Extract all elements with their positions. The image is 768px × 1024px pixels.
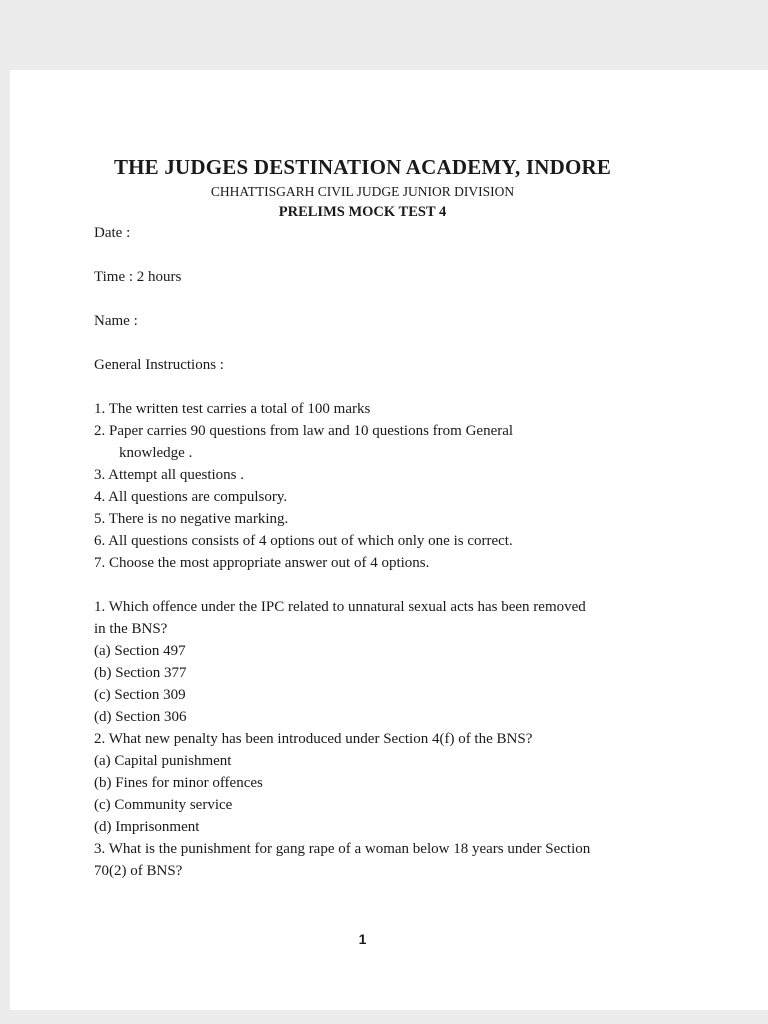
instructions-heading: General Instructions : bbox=[94, 357, 224, 373]
question-2-option-a: (a) Capital punishment bbox=[94, 753, 232, 769]
test-name: PRELIMS MOCK TEST 4 bbox=[278, 204, 447, 220]
instruction-item: 2. Paper carries 90 questions from law and 10 questions from General bbox=[94, 423, 514, 439]
question-2-text: 2. What new penalty has been introduced under Section 4(f) of the BNS? bbox=[94, 731, 533, 747]
question-1-option-c: (c) Section 309 bbox=[94, 687, 186, 703]
academy-title: THE JUDGES DESTINATION ACADEMY, INDORE bbox=[113, 155, 612, 179]
instruction-item-continuation: knowledge . bbox=[119, 445, 193, 461]
question-1-text: in the BNS? bbox=[94, 621, 168, 637]
question-3-text: 70(2) of BNS? bbox=[94, 863, 183, 879]
question-2-option-b: (b) Fines for minor offences bbox=[94, 775, 263, 791]
question-2-option-c: (c) Community service bbox=[94, 797, 233, 813]
instruction-item: 3. Attempt all questions . bbox=[94, 467, 244, 483]
instruction-item: 7. Choose the most appropriate answer out of 4 options. bbox=[94, 555, 430, 571]
question-3-text: 3. What is the punishment for gang rape of a woman below 18 years under Section bbox=[94, 841, 591, 857]
instruction-item: 6. All questions consists of 4 options out of which only one is correct. bbox=[94, 533, 513, 549]
document-page bbox=[10, 70, 768, 1010]
question-1-text: 1. Which offence under the IPC related to unnatural sexual acts has been removed bbox=[94, 599, 586, 615]
question-2-option-d: (d) Imprisonment bbox=[94, 819, 200, 835]
question-1-option-b: (b) Section 377 bbox=[94, 665, 187, 681]
time-field: Time : 2 hours bbox=[94, 269, 182, 285]
date-field: Date : bbox=[94, 225, 131, 241]
exam-subtitle: CHHATTISGARH CIVIL JUDGE JUNIOR DIVISION bbox=[210, 184, 515, 199]
instruction-item: 1. The written test carries a total of 100 marks bbox=[94, 401, 371, 417]
question-1-option-d: (d) Section 306 bbox=[94, 709, 187, 725]
question-1-option-a: (a) Section 497 bbox=[94, 643, 186, 659]
page-number: 1 bbox=[358, 931, 367, 947]
instruction-item: 5. There is no negative marking. bbox=[94, 511, 289, 527]
instruction-item: 4. All questions are compulsory. bbox=[94, 489, 288, 505]
name-field: Name : bbox=[94, 313, 138, 329]
